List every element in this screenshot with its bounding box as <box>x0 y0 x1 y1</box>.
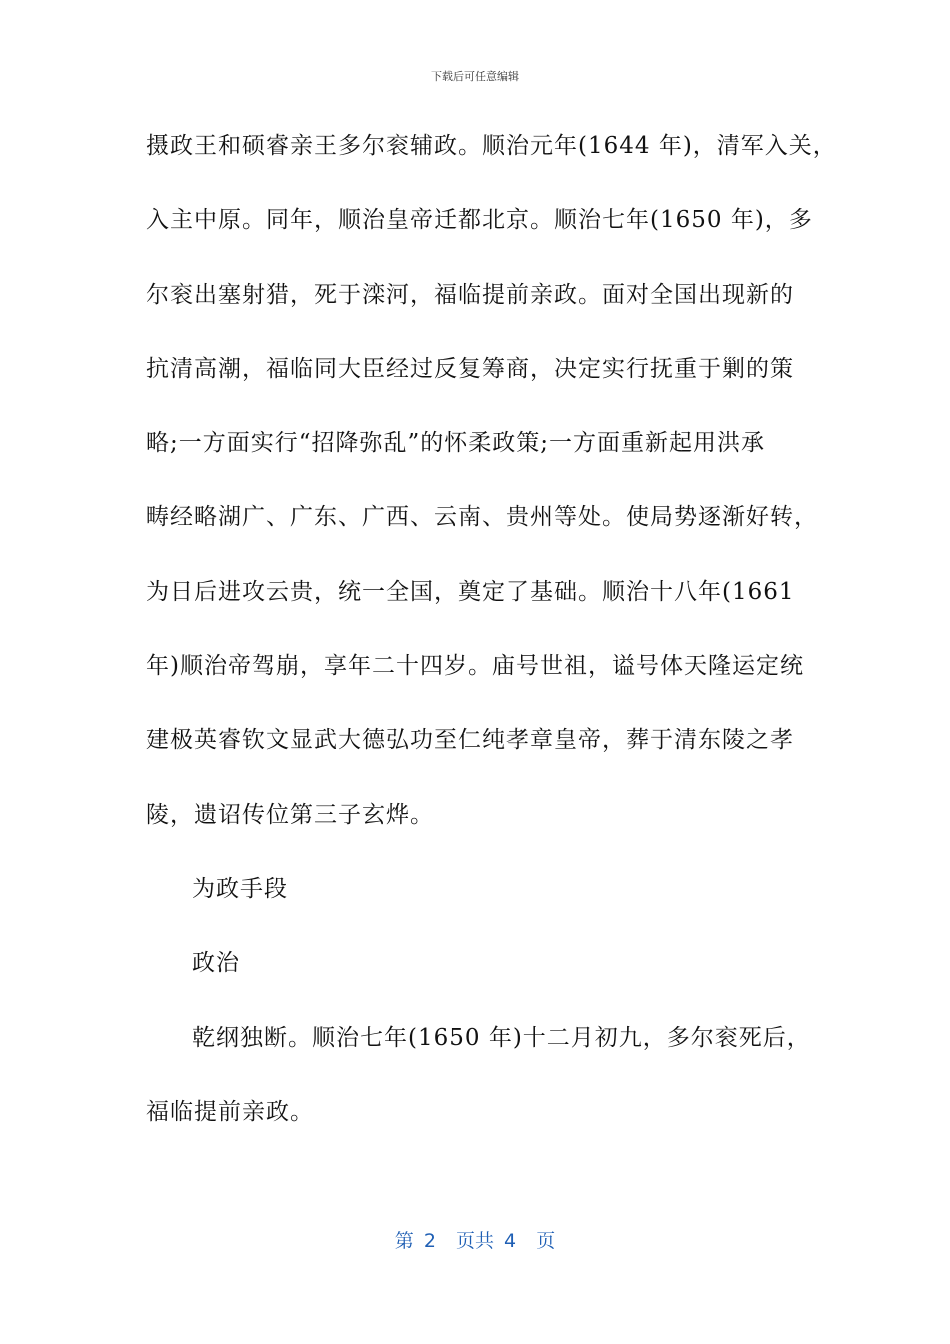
body-line: 尔衮出塞射猎，死于滦河，福临提前亲政。面对全国出现新的 <box>146 281 794 308</box>
body-line: 陵，遗诏传位第三子玄烨。 <box>146 801 434 828</box>
body-line: 建极英睿钦文显武大德弘功至仁纯孝章皇帝，葬于清东陵之孝 <box>146 727 794 754</box>
body-line: 福临提前亲政。 <box>146 1098 314 1125</box>
download-note: 下载后可任意编辑 <box>431 70 519 83</box>
document-body <box>146 126 837 1166</box>
paragraph-start-line: 乾纲独断。顺治七年(1650 年)十二月初九，多尔衮死后， <box>192 1024 811 1051</box>
body-line: 年)顺治帝驾崩，享年二十四岁。庙号世祖，谥号体天隆运定统 <box>146 653 804 680</box>
body-line: 为日后进攻云贵，统一全国，奠定了基础。顺治十八年(1661 <box>146 578 795 605</box>
page-number: 第 2 页共 4 页 <box>394 1230 556 1252</box>
section-heading: 为政手段 <box>192 875 288 902</box>
body-line: 摄政王和硕睿亲王多尔衮辅政。顺治元年(1644 年)，清军入关， <box>146 133 837 159</box>
body-line: 略;一方面实行“招降弥乱”的怀柔政策;一方面重新起用洪承 <box>146 430 766 457</box>
body-line: 畴经略湖广、广东、广西、云南、贵州等处。使局势逐渐好转， <box>146 504 818 531</box>
subsection-heading: 政治 <box>192 950 240 977</box>
body-line: 抗清高潮，福临同大臣经过反复筹商，决定实行抚重于剿的策 <box>146 355 794 382</box>
body-line: 入主中原。同年，顺治皇帝迁都北京。顺治七年(1650 年)，多 <box>146 207 813 234</box>
